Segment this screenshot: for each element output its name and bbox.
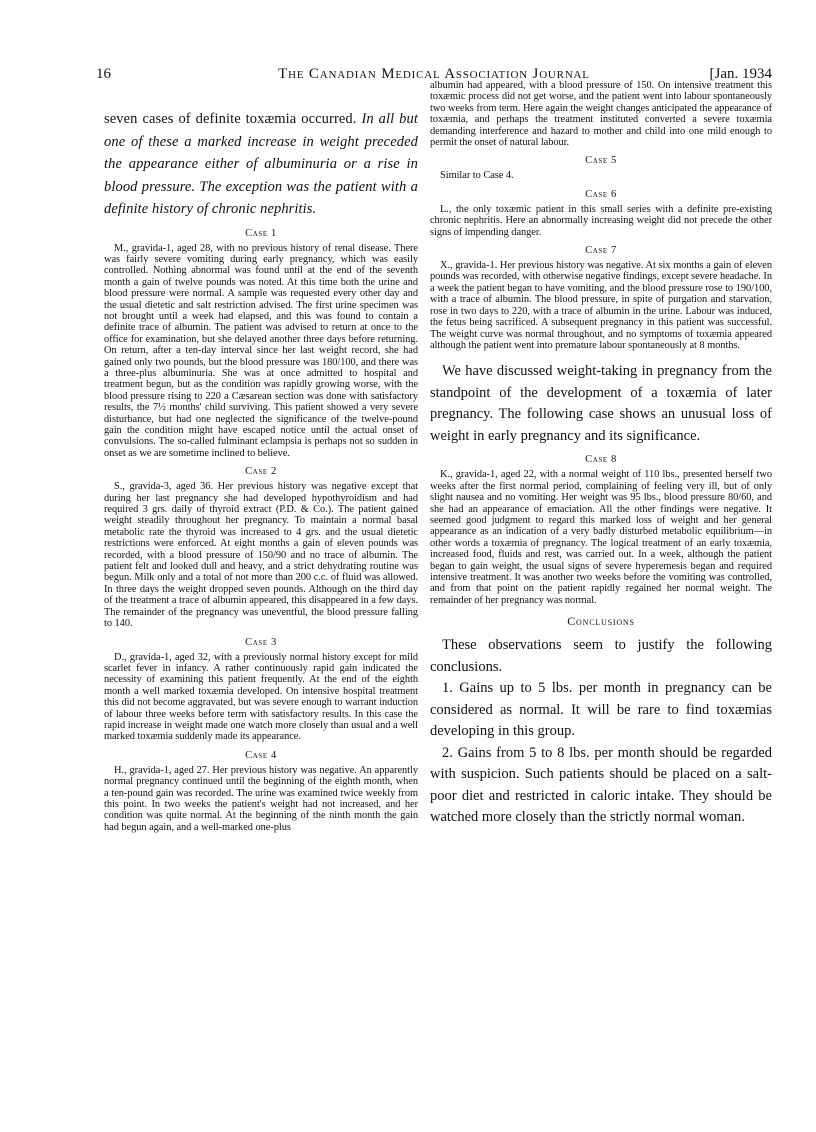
case-5-heading: Case 5 (585, 155, 617, 167)
lead-paragraph (104, 108, 418, 221)
lead-plain-text: seven cases of definite toxæmia occurred. (104, 111, 357, 127)
case-4-text: H., gravida-1, aged 27. Her previous history was negative. An apparently normal pregnancy continued until the beginning of the eighth month, when a ten-pound gain was recorded. The urine was examined twice weekly from this point. In two weeks the patient's weight had not increased, and her condition was quite normal. At the beginning of the ninth month the gain had begun again, and a well-marked one-plus (104, 764, 418, 833)
case-1-heading: Case 1 (245, 227, 277, 239)
case-6-text: L., the only toxæmic patient in this small series with a definite pre-existing chronic nephritis. Here an abnormally increasing weight did not precede the other signs of impending danger. (430, 203, 772, 238)
conclusion-1: 1. Gains up to 5 lbs. per month in pregnancy can be considered as normal. It will be rare to find toxæmias developing in this group. (430, 680, 772, 740)
case-2-text: S., gravida-3, aged 36. Her previous history was negative except that during her last pregnancy she had developed hypothyroidism and had required 3 grs. daily of thyroid extract (P.D. & Co.). The patient gained weight steadily throughout her pregnancy. To maintain a normal basal metabolic rate the thyroid was increased to 4 grs. and the usual dietetic restrictions were enforced. At eight months a gain of eleven pounds was recorded, with a blood pressure of 150/90 and no trace of albumin. The patient felt and looked dull and heavy, and a strict dehydrating routine was begun. Milk only and a total of not more than 200 c.c. of fluid was allowed. In three days the weight dropped seven pounds. Although on the third day of the treatment a trace of albumin appeared, this disappeared in a few days. The remainder of the pregnancy was uneventful, the blood pressure falling to 140. (104, 481, 418, 630)
conclusions-heading: Conclusions (567, 614, 635, 629)
case-8-heading: Case 8 (585, 454, 617, 466)
journal-title: The Canadian Medical Association Journal (278, 66, 590, 82)
case-3-heading: Case 3 (245, 636, 277, 648)
lead-italic-text: In all but one of these a marked increase in weight preceded the appearance either of albuminuria or a rise in blood pressure. The exception was the patient with a definite history of chronic nephritis. (104, 111, 419, 217)
left-column (104, 108, 418, 833)
discussion-paragraph: We have discussed weight-taking in pregnancy from the standpoint of the development of a toxæmia of later pregnancy. The following case shows an unusual loss of weight in early pregnancy and its significance. (430, 363, 772, 444)
issue-date: [Jan. 1934 (709, 66, 772, 82)
page-number: 16 (96, 66, 111, 82)
case-3-text: D., gravida-1, aged 32, with a previously normal history except for mild scarlet fever in infancy. A rather continuously rapid gain indicated the necessity of examining this patient frequently. At the end of the eighth month a well marked toxæmia developed. On intensive hospital treatment this did not become aggravated, but was severe enough to warrant induction of labour three weeks before term with satisfactory results. In this case the rapid increase in weight made one watch more closely than usual and a well marked toxæmia suddenly made its appearance. (104, 651, 418, 743)
case-4-continued-text: albumin had appeared, with a blood pressure of 150. On intensive treatment this toxæmic process did not get worse, and the patient went into labour spontaneously two weeks from term. Here again the weight changes anticipated the appearance of toxæmia, and perhaps the treatment instituted converted a severe toxæmia demanding interference and hazard to mother and child into one mild enough to permit the onset of natural labour. (430, 80, 772, 149)
conclusions-intro: These observations seem to justify the following conclusions. (430, 637, 772, 675)
conclusion-2: 2. Gains from 5 to 8 lbs. per month should be regarded with suspicion. Such patients should be placed on a salt-poor diet and restricted in caloric intake. They should be watched more closely than the strictly normal woman. (430, 744, 772, 826)
case-4-heading: Case 4 (245, 749, 277, 761)
case-7-text: X., gravida-1. Her previous history was negative. At six months a gain of eleven pounds was recorded, with otherwise negative findings, except severe headache. In a week the patient began to have vomiting, and the blood pressure rose to 190/100, with a trace of albumin. The blood pressure, in spite of purgation and starvation, rose in two days to 220, with a trace of albumin in the urine. Labour was induced, the fetus being sacrificed. A subsequent pregnancy in this patient was successful. The weight curve was normal throughout, and no symptoms of toxæmia appeared although the patient went into premature labour spontaneously at 8 months. (430, 260, 772, 351)
case-8-text: K., gravida-1, aged 22, with a normal weight of 110 lbs., presented herself two weeks after the first normal period, complaining of feeling very ill, but of only slight nausea and no vomiting. Her weight was 95 lbs., blood pressure 80/60, and she had an appearance of emaciation. All the other findings were negative. It seemed good judgment to regard this marked loss of weight and her general appearance as an indication of a very badly disturbed metabolic equilibrium—in other words a toxæmia of pregnancy. The logical treatment of an early toxæmia, increased food, fluids and rest, was carried out. In a week, although the patient began to gain weight, the usual signs of severe hyperemesis began and required intensive treatment. It was another two weeks before the vomiting was controlled, and from that point on the patient rapidly regained her normal weight. The remainder of her pregnancy was normal. (430, 469, 772, 606)
case-7-heading: Case 7 (585, 245, 617, 257)
case-6-heading: Case 6 (585, 188, 617, 200)
case-2-heading: Case 2 (245, 466, 277, 478)
case-5-text: Similar to Case 4. (440, 170, 514, 182)
case-1-text: M., gravida-1, aged 28, with no previous history of renal disease. There was fairly severe vomiting during early pregnancy, which was easily controlled. Nothing abnormal was found until at the end of the seventh month a gain of twelve pounds was noted. At this time both the urine and blood pressure were normal. A sample was requested every other day and the usual dietetic and salt restriction advised. The first urine specimen was not brought until a week had elapsed, and this was found to contain a definite trace of albumin. The patient was advised to return at once to the office for examination, but she delayed another three days before returning. On return, after a ten-day interval since her last weight record, she had gained only two pounds, but the blood pressure was 180/100, and there was a three-plus albuminuria. She was at once admitted to hospital and treatment begun, but as the condition was rapidly growing worse, with the blood pressure rising to 220 a Cæsarean section was done with satisfactory results, the 7½ months' child surviving. This patient showed a very severe disturbance, but had one neglected the significance of the twelve-pound gain the condition might have escaped notice until the actual onset of convulsions. The so-called fulminant eclampsia is perhaps not so sudden in onset as we are sometime inclined to believe. (104, 242, 418, 459)
right-column (430, 80, 772, 829)
